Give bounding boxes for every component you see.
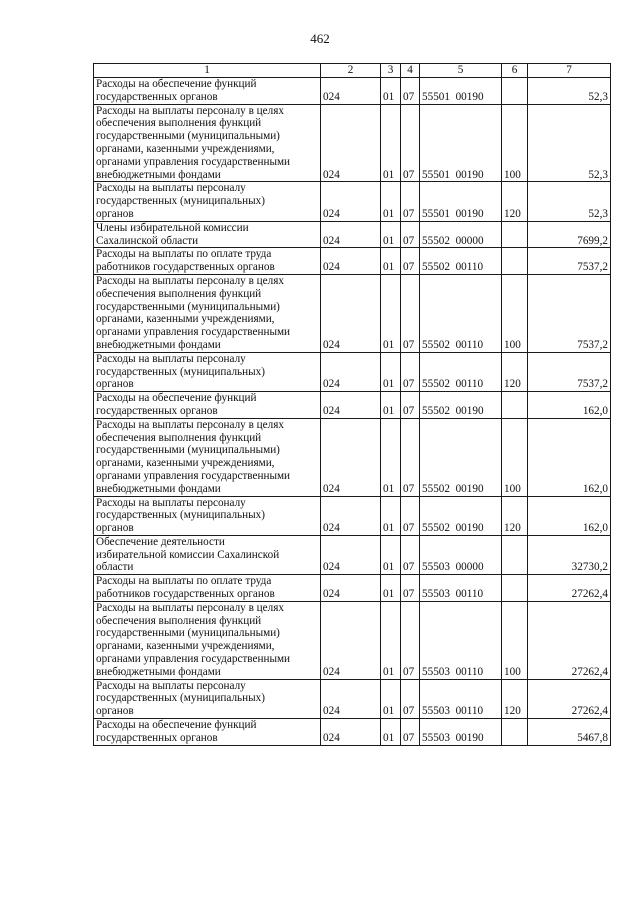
description-line: государственными (муниципальными) xyxy=(96,627,280,640)
target-article-cell xyxy=(420,104,502,182)
target-article-program: 55503 xyxy=(422,561,450,574)
subsection-code-cell: 07 xyxy=(401,248,420,275)
description-line: внебюджетными фондами xyxy=(96,338,221,351)
ministry-code-cell: 024 xyxy=(321,274,381,352)
description-line: государственных (муниципальных) xyxy=(96,692,265,705)
table-row xyxy=(94,221,611,248)
target-article-cell xyxy=(420,182,502,221)
description-line: органами управления государственными xyxy=(96,155,291,168)
ministry-code-cell: 024 xyxy=(321,392,381,419)
table-header-row xyxy=(94,64,611,78)
row-description xyxy=(94,418,321,496)
description-line: органов xyxy=(96,705,134,718)
section-code-cell: 01 xyxy=(381,248,401,275)
target-article-direction: 00190 xyxy=(455,168,484,181)
target-article-direction: 00190 xyxy=(455,90,484,103)
row-description xyxy=(94,679,321,718)
subsection-code-cell: 07 xyxy=(401,78,420,105)
section-code-cell: 01 xyxy=(381,601,401,679)
table-row xyxy=(94,104,611,182)
target-article-program: 55502 xyxy=(422,378,450,391)
subsection-code-cell: 07 xyxy=(401,679,420,718)
row-description xyxy=(94,496,321,535)
description-line: Расходы на выплаты персоналу в целях xyxy=(96,104,284,117)
amount-cell: 27262,4 xyxy=(528,575,611,602)
table-row xyxy=(94,719,611,746)
section-code-cell: 01 xyxy=(381,392,401,419)
section-code-cell: 01 xyxy=(381,535,401,574)
expense-type-cell xyxy=(502,392,528,419)
header-cell-col6: 6 xyxy=(502,64,528,78)
description-line: органами, казенными учреждениями, xyxy=(96,640,275,653)
expense-type-cell: 120 xyxy=(502,679,528,718)
expense-type-cell xyxy=(502,535,528,574)
target-article-cell xyxy=(420,601,502,679)
description-line: Расходы на выплаты по оплате труда xyxy=(96,575,272,588)
table-row xyxy=(94,496,611,535)
target-article-direction: 00190 xyxy=(455,482,484,495)
ministry-code-cell: 024 xyxy=(321,679,381,718)
table-body xyxy=(94,64,611,746)
target-article-direction: 00110 xyxy=(455,665,484,678)
target-article-cell xyxy=(420,535,502,574)
amount-cell: 32730,2 xyxy=(528,535,611,574)
subsection-code-cell: 07 xyxy=(401,104,420,182)
target-article-direction: 00000 xyxy=(455,561,484,574)
subsection-code-cell: 07 xyxy=(401,496,420,535)
description-line: государственными (муниципальными) xyxy=(96,444,280,457)
subsection-code-cell: 07 xyxy=(401,719,420,746)
description-line: обеспечения выполнения функций xyxy=(96,614,262,627)
description-line: органов xyxy=(96,207,134,220)
section-code-cell: 01 xyxy=(381,679,401,718)
description-line: органов xyxy=(96,378,134,391)
table-row xyxy=(94,274,611,352)
header-cell-col1: 1 xyxy=(94,64,321,78)
section-code-cell: 01 xyxy=(381,104,401,182)
ministry-code-cell: 024 xyxy=(321,575,381,602)
target-article-program: 55503 xyxy=(422,588,450,601)
table-row xyxy=(94,392,611,419)
target-article-cell xyxy=(420,418,502,496)
description-line: Расходы на выплаты персоналу в целях xyxy=(96,418,284,431)
header-cell-col2: 2 xyxy=(321,64,381,78)
description-line: Сахалинской области xyxy=(96,234,199,247)
ministry-code-cell: 024 xyxy=(321,601,381,679)
target-article-cell xyxy=(420,719,502,746)
amount-cell: 5467,8 xyxy=(528,719,611,746)
expense-type-cell xyxy=(502,575,528,602)
target-article-direction: 00190 xyxy=(455,731,484,744)
header-cell-col5: 5 xyxy=(420,64,502,78)
description-line: органами, казенными учреждениями, xyxy=(96,313,275,326)
description-line: государственных органов xyxy=(96,731,218,744)
ministry-code-cell: 024 xyxy=(321,496,381,535)
target-article-cell xyxy=(420,221,502,248)
description-line: государственных (муниципальных) xyxy=(96,195,265,208)
amount-cell: 162,0 xyxy=(528,418,611,496)
description-line: государственными (муниципальными) xyxy=(96,130,280,143)
row-description xyxy=(94,719,321,746)
table-row xyxy=(94,575,611,602)
row-description xyxy=(94,575,321,602)
description-line: области xyxy=(96,561,134,574)
target-article-cell xyxy=(420,575,502,602)
ministry-code-cell: 024 xyxy=(321,535,381,574)
expense-type-cell: 100 xyxy=(502,418,528,496)
amount-cell: 52,3 xyxy=(528,182,611,221)
subsection-code-cell: 07 xyxy=(401,182,420,221)
target-article-program: 55502 xyxy=(422,234,450,247)
target-article-direction: 00110 xyxy=(455,378,484,391)
description-line: Расходы на выплаты персоналу xyxy=(96,496,246,509)
expense-type-cell: 100 xyxy=(502,601,528,679)
target-article-cell xyxy=(420,78,502,105)
row-description xyxy=(94,392,321,419)
description-line: Расходы на обеспечение функций xyxy=(96,719,257,732)
row-description xyxy=(94,352,321,391)
description-line: Расходы на выплаты персоналу xyxy=(96,679,246,692)
table-row xyxy=(94,352,611,391)
table-row xyxy=(94,418,611,496)
ministry-code-cell: 024 xyxy=(321,78,381,105)
description-line: работников государственных органов xyxy=(96,261,275,274)
target-article-direction: 00110 xyxy=(455,338,484,351)
expense-type-cell: 120 xyxy=(502,496,528,535)
description-line: Расходы на обеспечение функций xyxy=(96,392,257,405)
table-row xyxy=(94,535,611,574)
ministry-code-cell: 024 xyxy=(321,248,381,275)
row-description xyxy=(94,248,321,275)
description-line: Расходы на выплаты персоналу xyxy=(96,352,246,365)
expense-type-cell xyxy=(502,248,528,275)
description-line: государственных (муниципальных) xyxy=(96,365,265,378)
target-article-direction: 00110 xyxy=(455,705,484,718)
target-article-program: 55502 xyxy=(422,338,450,351)
row-description xyxy=(94,535,321,574)
amount-cell: 7699,2 xyxy=(528,221,611,248)
description-line: Расходы на выплаты персоналу xyxy=(96,182,246,195)
header-cell-col7: 7 xyxy=(528,64,611,78)
header-cell-col3: 3 xyxy=(381,64,401,78)
section-code-cell: 01 xyxy=(381,496,401,535)
description-line: органов xyxy=(96,522,134,535)
amount-cell: 7537,2 xyxy=(528,274,611,352)
description-line: обеспечения выполнения функций xyxy=(96,287,262,300)
target-article-cell xyxy=(420,248,502,275)
target-article-direction: 00190 xyxy=(455,522,484,535)
description-line: работников государственных органов xyxy=(96,588,275,601)
subsection-code-cell: 07 xyxy=(401,352,420,391)
description-line: Обеспечение деятельности xyxy=(96,535,225,548)
section-code-cell: 01 xyxy=(381,719,401,746)
target-article-program: 55502 xyxy=(422,261,450,274)
expense-type-cell: 100 xyxy=(502,104,528,182)
ministry-code-cell: 024 xyxy=(321,182,381,221)
section-code-cell: 01 xyxy=(381,221,401,248)
table-row xyxy=(94,78,611,105)
subsection-code-cell: 07 xyxy=(401,221,420,248)
subsection-code-cell: 07 xyxy=(401,418,420,496)
section-code-cell: 01 xyxy=(381,575,401,602)
amount-cell: 27262,4 xyxy=(528,601,611,679)
subsection-code-cell: 07 xyxy=(401,601,420,679)
expense-type-cell xyxy=(502,221,528,248)
ministry-code-cell: 024 xyxy=(321,352,381,391)
section-code-cell: 01 xyxy=(381,418,401,496)
header-cell-col4: 4 xyxy=(401,64,420,78)
page-number: 462 xyxy=(310,31,330,46)
description-line: государственных органов xyxy=(96,404,218,417)
table-row xyxy=(94,248,611,275)
target-article-cell xyxy=(420,392,502,419)
target-article-cell xyxy=(420,352,502,391)
row-description xyxy=(94,601,321,679)
section-code-cell: 01 xyxy=(381,274,401,352)
description-line: избирательной комиссии Сахалинской xyxy=(96,548,280,561)
expense-type-cell: 100 xyxy=(502,274,528,352)
amount-cell: 7537,2 xyxy=(528,352,611,391)
row-description xyxy=(94,78,321,105)
ministry-code-cell: 024 xyxy=(321,221,381,248)
description-line: органами управления государственными xyxy=(96,469,291,482)
description-line: Члены избирательной комиссии xyxy=(96,221,249,234)
table-row xyxy=(94,601,611,679)
target-article-program: 55501 xyxy=(422,207,450,220)
amount-cell: 52,3 xyxy=(528,104,611,182)
section-code-cell: 01 xyxy=(381,182,401,221)
amount-cell: 7537,2 xyxy=(528,248,611,275)
target-article-direction: 00110 xyxy=(455,261,484,274)
subsection-code-cell: 07 xyxy=(401,392,420,419)
description-line: обеспечения выполнения функций xyxy=(96,431,262,444)
description-line: органами, казенными учреждениями, xyxy=(96,457,275,470)
amount-cell: 52,3 xyxy=(528,78,611,105)
target-article-cell xyxy=(420,496,502,535)
target-article-program: 55502 xyxy=(422,482,450,495)
description-line: органами управления государственными xyxy=(96,653,291,666)
row-description xyxy=(94,182,321,221)
description-line: государственными (муниципальными) xyxy=(96,300,280,313)
row-description xyxy=(94,274,321,352)
budget-table xyxy=(93,63,611,746)
table-row xyxy=(94,182,611,221)
target-article-cell xyxy=(420,274,502,352)
subsection-code-cell: 07 xyxy=(401,535,420,574)
description-line: Расходы на выплаты по оплате труда xyxy=(96,248,272,261)
expense-type-cell: 120 xyxy=(502,182,528,221)
target-article-program: 55503 xyxy=(422,705,450,718)
table-row xyxy=(94,679,611,718)
expense-type-cell xyxy=(502,78,528,105)
amount-cell: 162,0 xyxy=(528,392,611,419)
expense-type-cell xyxy=(502,719,528,746)
target-article-program: 55501 xyxy=(422,168,450,181)
description-line: внебюджетными фондами xyxy=(96,482,221,495)
target-article-direction: 00190 xyxy=(455,207,484,220)
section-code-cell: 01 xyxy=(381,352,401,391)
description-line: органами управления государственными xyxy=(96,326,291,339)
description-line: Расходы на выплаты персоналу в целях xyxy=(96,601,284,614)
section-code-cell: 01 xyxy=(381,78,401,105)
ministry-code-cell: 024 xyxy=(321,104,381,182)
description-line: обеспечения выполнения функций xyxy=(96,117,262,130)
subsection-code-cell: 07 xyxy=(401,274,420,352)
target-article-direction: 00190 xyxy=(455,404,484,417)
target-article-direction: 00000 xyxy=(455,234,484,247)
description-line: органами, казенными учреждениями, xyxy=(96,142,275,155)
target-article-program: 55502 xyxy=(422,522,450,535)
amount-cell: 162,0 xyxy=(528,496,611,535)
target-article-program: 55502 xyxy=(422,404,450,417)
description-line: Расходы на обеспечение функций xyxy=(96,78,257,90)
target-article-cell xyxy=(420,679,502,718)
amount-cell: 27262,4 xyxy=(528,679,611,718)
target-article-program: 55501 xyxy=(422,90,450,103)
expense-type-cell: 120 xyxy=(502,352,528,391)
description-line: государственных (муниципальных) xyxy=(96,509,265,522)
description-line: государственных органов xyxy=(96,90,218,103)
target-article-program: 55503 xyxy=(422,731,450,744)
target-article-program: 55503 xyxy=(422,665,450,678)
target-article-direction: 00110 xyxy=(455,588,484,601)
description-line: внебюджетными фондами xyxy=(96,665,221,678)
description-line: внебюджетными фондами xyxy=(96,168,221,181)
description-line: Расходы на выплаты персоналу в целях xyxy=(96,274,284,287)
row-description xyxy=(94,221,321,248)
ministry-code-cell: 024 xyxy=(321,719,381,746)
subsection-code-cell: 07 xyxy=(401,575,420,602)
row-description xyxy=(94,104,321,182)
ministry-code-cell: 024 xyxy=(321,418,381,496)
